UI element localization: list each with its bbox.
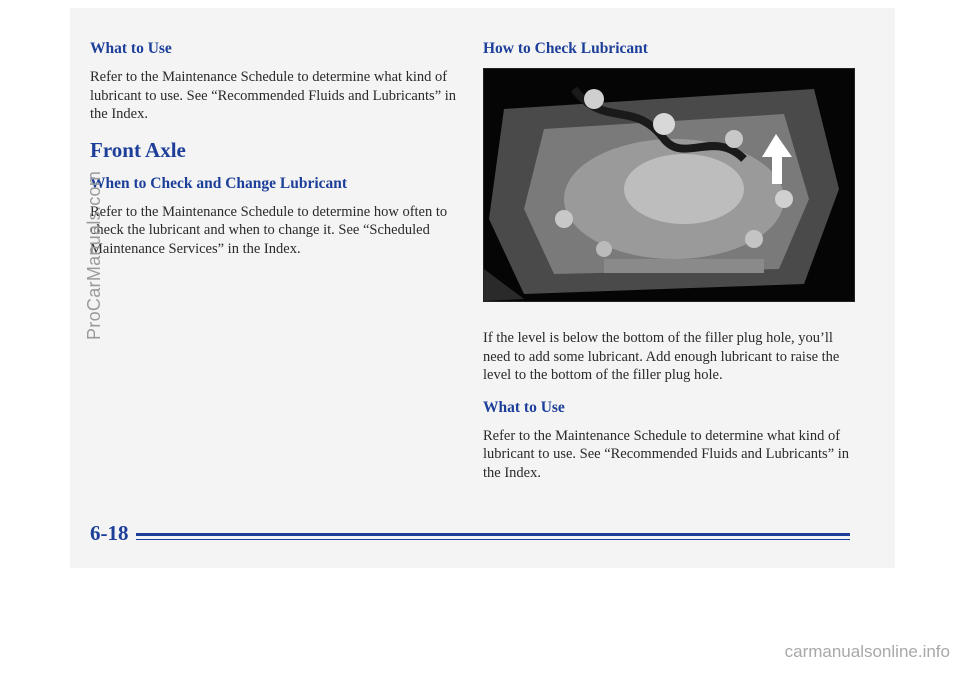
axle-photo-graphic xyxy=(484,69,854,301)
paragraph-what-to-use-right: Refer to the Maintenance Schedule to determine what kind of lubricant to use. See “Recommended Fluids and Lubricants” in the Index. xyxy=(483,427,850,481)
heading-when-to-check: When to Check and Change Lubricant xyxy=(90,174,348,192)
heading-what-to-use: What to Use xyxy=(90,40,172,57)
side-watermark: ProCarManuals.com xyxy=(84,170,104,340)
paragraph-what-to-use: Refer to the Maintenance Schedule to determine what kind of lubricant to use. See “Recommended Fluids and Lubricants” in the Index. xyxy=(90,69,457,122)
left-column xyxy=(90,40,470,272)
right-column xyxy=(483,40,855,496)
section-title-front-axle: Front Axle xyxy=(90,137,186,162)
paragraph-when-to-check: Refer to the Maintenance Schedule to determine how often to check the lubricant and when to change it. See “Scheduled Maintenance Services” in the Index. xyxy=(90,203,448,257)
footer-rule-thick xyxy=(136,533,850,536)
page-footer xyxy=(90,521,850,547)
paragraph-level: If the level is below the bottom of the filler plug hole, you’ll need to add some lubricant. Add enough lubricant to raise the level to the bottom of the filler plug hole. xyxy=(483,330,840,383)
heading-how-to-check: How to Check Lubricant xyxy=(483,40,648,57)
page-number: 6-18 xyxy=(90,521,129,545)
axle-filler-plug-photo xyxy=(483,68,855,302)
heading-what-to-use-right: What to Use xyxy=(483,398,565,416)
bottom-watermark: carmanualsonline.info xyxy=(784,642,950,661)
footer-rule-thin xyxy=(136,539,850,540)
